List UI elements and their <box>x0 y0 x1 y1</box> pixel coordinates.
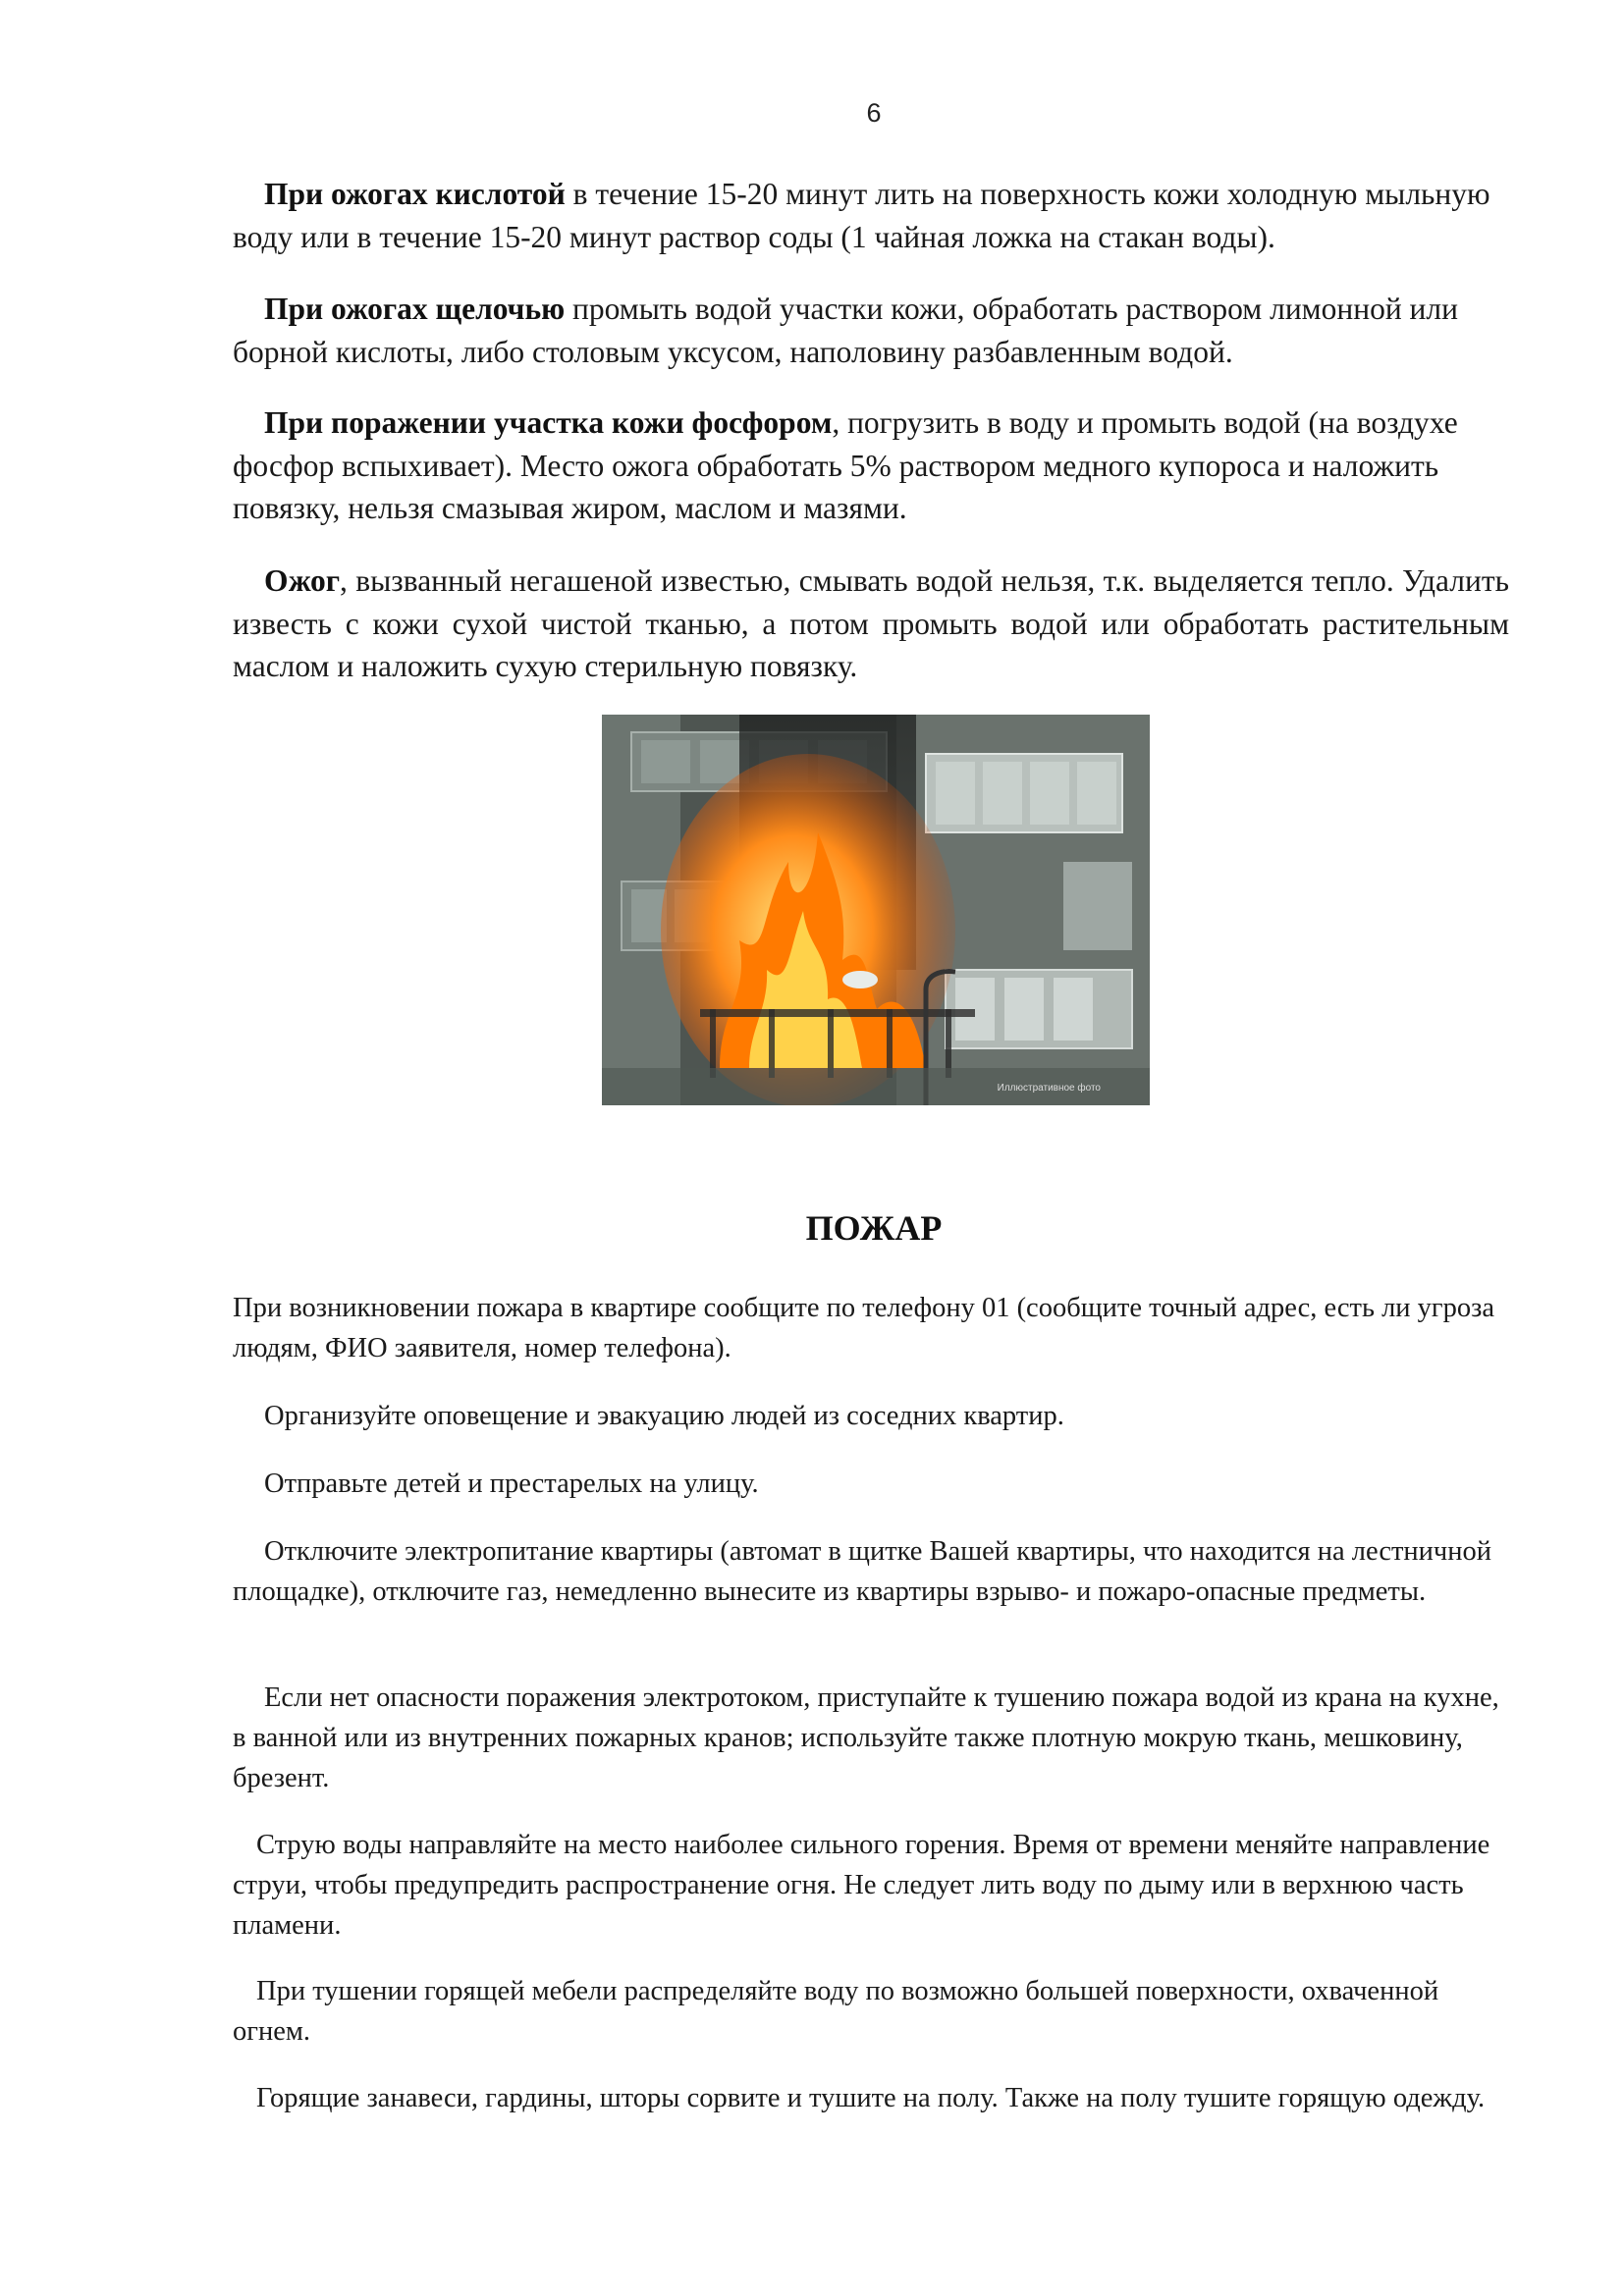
lime-burn-text: , вызванный негашеной известью, смывать водой нельзя, т.к. выделяется тепло. Удалить известь с кожи сухой чистой тканью, а потом промыть водой или обработать растительным маслом и наложить сухую стерильную повязку. <box>233 563 1509 683</box>
fire-paragraph-7: При тушении горящей мебели распределяйте воду по возможно большей поверхности, охваченной огнем. <box>233 1976 1439 2047</box>
lime-burn-paragraph <box>233 560 1509 688</box>
fire-paragraph-8: Горящие занавеси, гардины, шторы сорвите и тушите на полу. Также на полу тушите горящую одежду. <box>256 2083 1486 2113</box>
fire-paragraph-3: Отправьте детей и престарелых на улицу. <box>264 1468 759 1499</box>
alkali-burn-text: промыть водой участки кожи, обработать раствором лимонной или борной кислоты, либо столовым уксусом, наполовину разбавленным водой. <box>233 292 1458 369</box>
alkali-burn-heading: При ожогах щелочью <box>264 292 566 326</box>
fire-paragraph-5: Если нет опасности поражения электротоком, приступайте к тушению пожара водой из крана на кухне, в ванной или из внутренних пожарных кранов; используйте также плотную мокрую ткань, мешковину, брезент. <box>233 1682 1499 1793</box>
phosphorus-burn-heading: При поражении участка кожи фосфором <box>264 405 833 440</box>
fire-illustration <box>602 715 1150 1105</box>
page-number: 6 <box>866 98 882 128</box>
fire-paragraph-1: При возникновении пожара в квартире сообщите по телефону 01 (сообщите точный адрес, есть ли угроза людям, ФИО заявителя, номер телефона). <box>233 1293 1495 1363</box>
photo-caption: Иллюстративное фото <box>997 1083 1101 1094</box>
lime-burn-heading: Ожог <box>264 563 340 598</box>
phosphorus-burn-paragraph <box>233 401 1509 530</box>
burning-balcony-photo <box>602 715 1150 1105</box>
alkali-burn-paragraph <box>233 288 1509 373</box>
acid-burn-heading: При ожогах кислотой <box>264 177 566 211</box>
fire-section-title: ПОЖАР <box>805 1208 943 1248</box>
phosphorus-burn-text: , погрузить в воду и промыть водой (на воздухе фосфор вспыхивает). Место ожога обработать 5% раствором медного купороса и наложить повязку, нельзя смазывая жиром, маслом и мазями. <box>233 405 1458 525</box>
acid-burn-text: в течение 15-20 минут лить на поверхность кожи холодную мыльную воду или в течение 15-20 минут раствор соды (1 чайная ложка на стакан воды). <box>233 177 1490 254</box>
acid-burn-paragraph <box>233 173 1509 258</box>
fire-paragraph-2: Организуйте оповещение и эвакуацию людей из соседних квартир. <box>264 1401 1064 1431</box>
fire-paragraph-6: Струю воды направляйте на место наиболее сильного горения. Время от времени меняйте направление струи, чтобы предупредить распространение огня. Не следует лить воду по дыму или в верхнюю часть пламени. <box>233 1830 1490 1941</box>
fire-paragraph-4: Отключите электропитание квартиры (автомат в щитке Вашей квартиры, что находится на лестничной площадке), отключите газ, немедленно вынесите из квартиры взрыво- и пожаро-опасные предметы. <box>233 1536 1492 1607</box>
